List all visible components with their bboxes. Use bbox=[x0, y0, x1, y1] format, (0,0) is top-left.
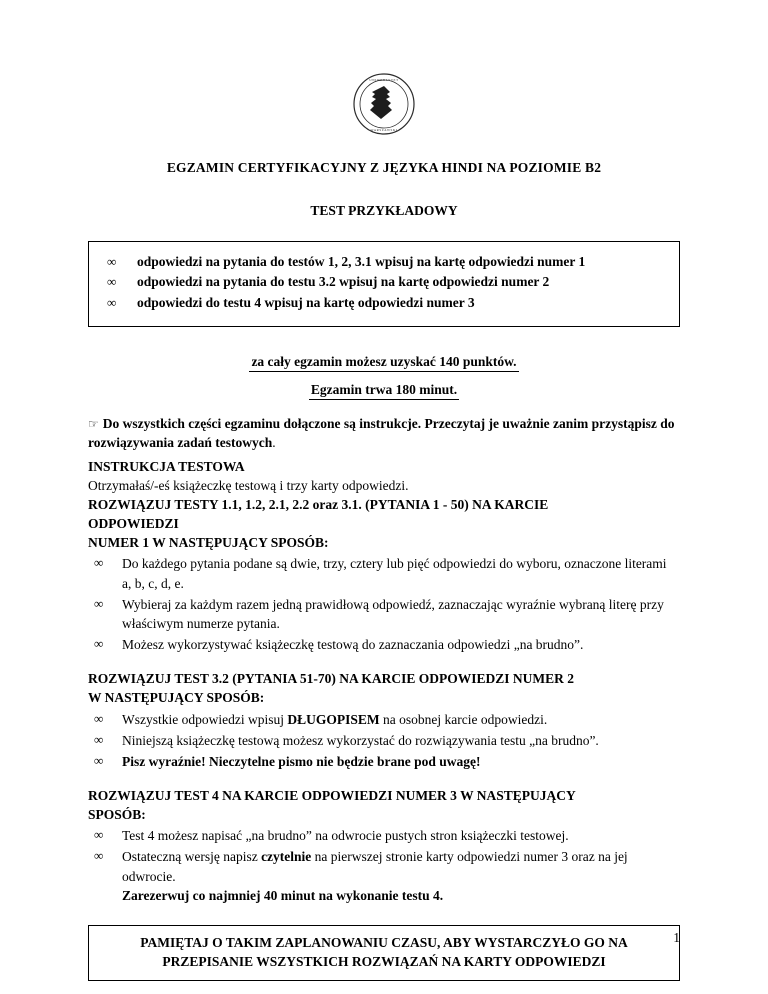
section3-list bbox=[88, 826, 680, 905]
intro-bold-text: Do wszystkich części egzaminu dołączone są instrukcje. Przeczytaj je uważnie zanim przystąpisz do rozwiązywania zadań testowych bbox=[88, 416, 675, 451]
list-item: ∞ Wybieraj za każdym razem jedną prawidłową odpowiedź, zaznaczając wyraźnie wybraną literę przy właściwym numerze pytania. bbox=[88, 595, 680, 633]
section1-letters-text: a, b, c, d, e. bbox=[122, 575, 184, 591]
svg-text:WARSZAWSKI: WARSZAWSKI bbox=[370, 128, 398, 132]
list-item bbox=[88, 710, 680, 729]
instruction-heading: INSTRUKCJA TESTOWA bbox=[88, 458, 245, 474]
spacer bbox=[88, 771, 680, 784]
list-item: ∞ odpowiedzi na pytania do testów 1, 2, 3.1 wpisuj na kartę odpowiedzi numer 1 bbox=[101, 252, 667, 273]
section2-item-1-pre: Wszystkie odpowiedzi wpisuj bbox=[122, 711, 288, 727]
section2-heading-line1: ROZWIĄZUJ TEST 3.2 (PYTANIA 51-70) NA KARCIE ODPOWIEDZI NUMER 2 bbox=[88, 671, 575, 687]
section2-item-1-bold: DŁUGOPISEM bbox=[287, 711, 380, 727]
list-item: ∞ Pisz wyraźnie! Nieczytelne pismo nie będzie brane pod uwagę! bbox=[88, 752, 680, 771]
section1-heading-line1: ROZWIĄZUJ TESTY 1.1, 1.2, 2.1, 2.2 oraz 3.1. (PYTANIA 1 - 50) NA KARCIE bbox=[88, 496, 549, 512]
intro-tail-text: . bbox=[272, 435, 276, 451]
logo-container bbox=[88, 72, 680, 141]
final-reminder-line2: PRZEPISANIE WSZYSTKICH ROZWIĄZAŃ NA KARTY ODPOWIEDZI bbox=[162, 954, 606, 970]
list-item: ∞ Test 4 możesz napisać „na brudno” na odwrocie pustych stron książeczki testowej. bbox=[88, 826, 680, 845]
exam-duration-text: Egzamin trwa 180 minut. bbox=[309, 382, 459, 400]
received-materials-text: Otrzymałaś/-eś książeczkę testową i trzy karty odpowiedzi. bbox=[88, 477, 409, 493]
pointing-hand-icon: ☞ bbox=[88, 417, 99, 432]
list-item: ∞ Możesz wykorzystywać książeczkę testową do zaznaczania odpowiedzi „na brudno”. bbox=[88, 635, 680, 654]
final-reminder-box bbox=[88, 925, 680, 981]
list-item bbox=[88, 847, 680, 904]
section3-heading bbox=[88, 786, 680, 824]
answer-sheet-info-list bbox=[101, 252, 667, 315]
list-item bbox=[88, 554, 680, 592]
section3-heading-line1: ROZWIĄZUJ TEST 4 NA KARCIE ODPOWIEDZI NUMER 3 W NASTĘPUJĄCY bbox=[88, 787, 576, 803]
section3-item-2-bold: czytelnie bbox=[261, 849, 312, 865]
section2-item-1-post: na osobnej karcie odpowiedzi. bbox=[379, 711, 548, 727]
exam-summary bbox=[88, 353, 680, 400]
section1-heading-line2: ODPOWIEDZI bbox=[88, 516, 179, 532]
section1-heading-line3: NUMER 1 W NASTĘPUJĄCY SPOSÓB: bbox=[88, 535, 329, 551]
section1-item-1-text: Do każdego pytania podane są dwie, trzy, cztery lub pięć odpowiedzi do wyboru, oznaczone literami bbox=[122, 556, 667, 572]
section1-list bbox=[88, 554, 680, 654]
list-item: ∞ odpowiedzi do testu 4 wpisuj na kartę odpowiedzi numer 3 bbox=[101, 293, 667, 314]
answer-sheet-info-box bbox=[88, 241, 680, 328]
list-item: ∞ Niniejszą książeczkę testową możesz wykorzystać do rozwiązywania testu „na brudno”. bbox=[88, 731, 680, 750]
total-points-text: za cały egzamin możesz uzyskać 140 punktów. bbox=[249, 354, 518, 372]
section2-list bbox=[88, 710, 680, 771]
section3-item-2-pre: Ostateczną wersję napisz bbox=[122, 849, 262, 865]
section2-heading-line2: W NASTĘPUJĄCY SPOSÓB: bbox=[88, 690, 265, 706]
section3-heading-line2: SPOSÓB: bbox=[88, 807, 146, 823]
section2-heading bbox=[88, 669, 680, 707]
spacer bbox=[88, 654, 680, 667]
section3-item-2-post: na pierwszej stronie karty odpowiedzi numer 3 oraz na jej odwrocie. bbox=[122, 849, 628, 884]
svg-text:UNIWERSYTET: UNIWERSYTET bbox=[369, 78, 399, 82]
page-number: 1 bbox=[673, 930, 680, 945]
intro-paragraph bbox=[88, 414, 680, 452]
page-title: EGZAMIN CERTYFIKACYJNY Z JĘZYKA HINDI NA POZIOMIE B2 bbox=[166, 160, 602, 175]
section3-reserve-text: Zarezerwuj co najmniej 40 minut na wykonanie testu 4. bbox=[122, 887, 444, 903]
page-subtitle: TEST PRZYKŁADOWY bbox=[310, 202, 458, 218]
instruction-block bbox=[88, 457, 680, 553]
final-reminder-line1: PAMIĘTAJ O TAKIM ZAPLANOWANIU CZASU, ABY WYSTARCZYŁO GO NA bbox=[140, 934, 628, 950]
university-of-warsaw-seal-icon bbox=[352, 72, 416, 136]
list-item: ∞ odpowiedzi na pytania do testu 3.2 wpisuj na kartę odpowiedzi numer 2 bbox=[101, 272, 667, 293]
